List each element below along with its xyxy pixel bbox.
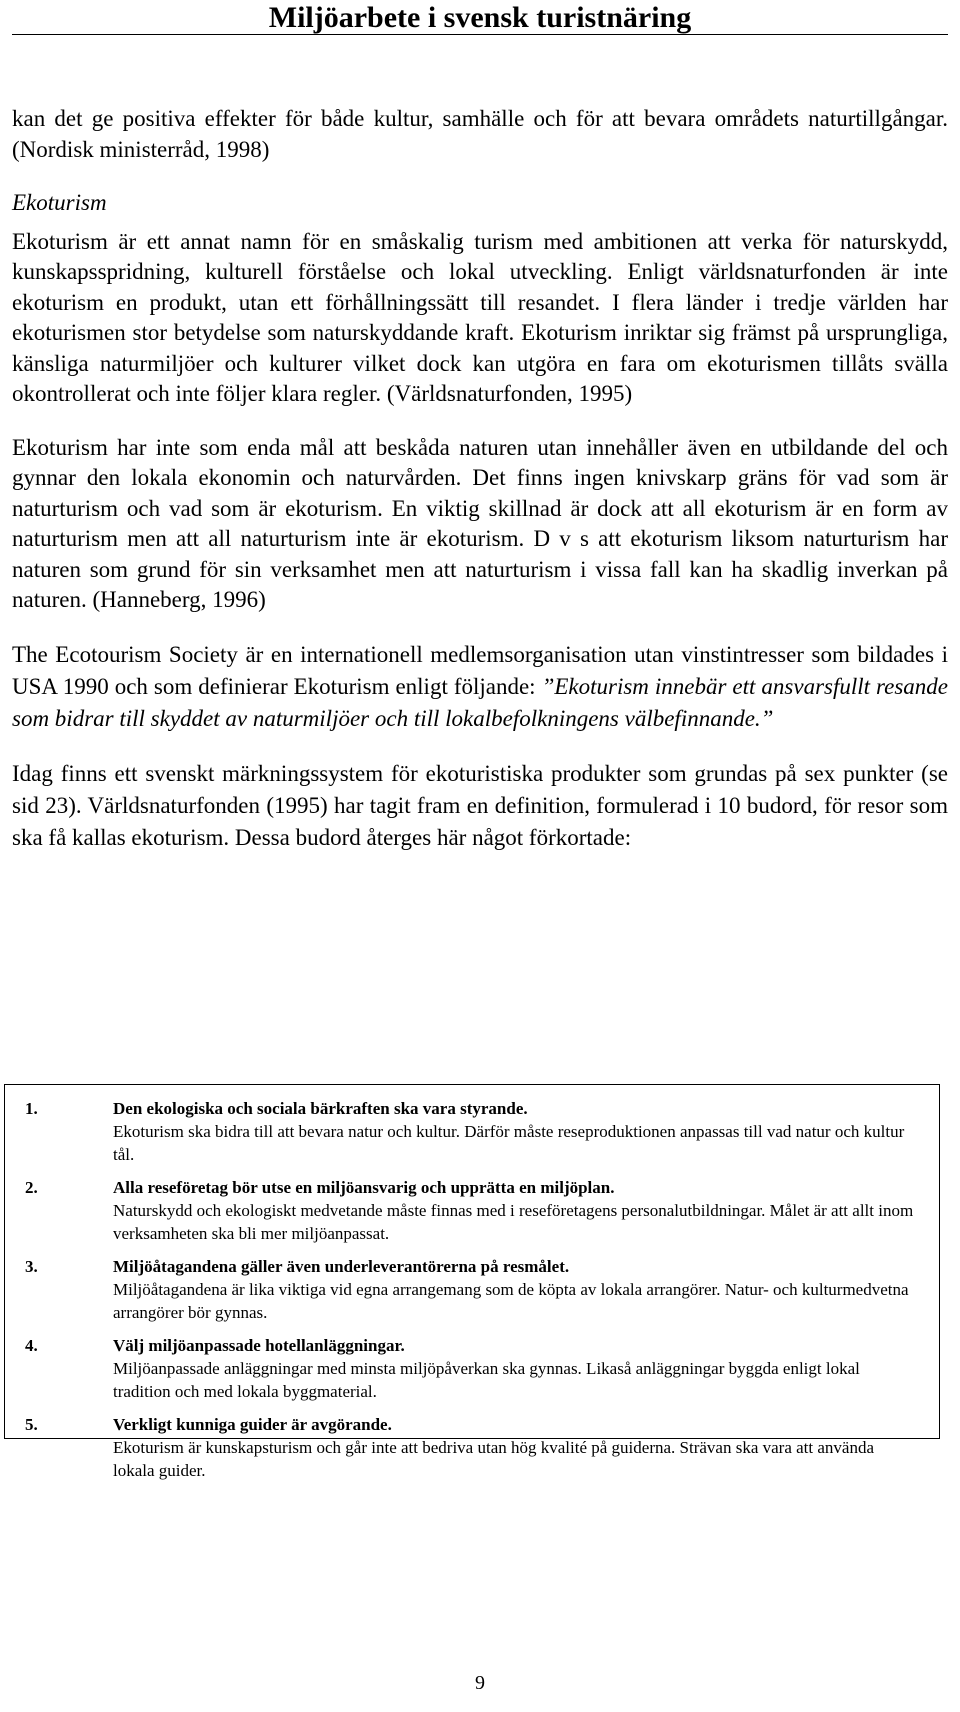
- page-header-title: Miljöarbete i svensk turistnäring: [268, 1, 692, 34]
- ecotourism-society-lead: The Ecotourism Society är en internationell medlemsorganisation utan vinstintresser som bildades i USA 1990 och som definierar Ekoturism enligt följande:: [12, 641, 948, 699]
- item-number: 5.: [25, 1415, 38, 1434]
- list-item: [25, 1255, 919, 1324]
- item-title: Verkligt kunniga guider är avgörande.: [113, 1415, 392, 1434]
- item-number: 3.: [25, 1257, 38, 1276]
- ecotourism-definition-quote: ”Ekoturism innebär ett ansvarsfullt resande som bidrar till skyddet av naturmiljöer och till lokalbefolkningens välbefinnande.”: [12, 673, 948, 731]
- paragraph-ecotourism-society: [12, 639, 948, 735]
- budord-box: [4, 1084, 940, 1480]
- item-description: Miljöanpassade anläggningar med minsta miljöpåverkan ska gynnas. Likaså anläggningar byggda enligt lokal tradition och med lokala byggmaterial.: [113, 1359, 860, 1401]
- item-description: Ekoturism ska bidra till att bevara natur och kultur. Därför måste reseproduktionen anpassas till vad natur och kultur tål.: [113, 1122, 905, 1164]
- item-title: Alla reseföretag bör utse en miljöansvarig och upprätta en miljöplan.: [113, 1178, 615, 1197]
- item-number: 2.: [25, 1178, 38, 1197]
- header-divider: [12, 34, 948, 35]
- item-description: Naturskydd och ekologiskt medvetande måste finnas med i reseföretagens personalutbildningar. Målet är att allt inom verksamheten ska bli mer miljöanpassat.: [113, 1201, 914, 1243]
- list-item: [25, 1176, 919, 1245]
- section-heading-ekoturism: Ekoturism: [12, 190, 107, 215]
- item-title: Den ekologiska och sociala bärkraften ska vara styrande.: [113, 1099, 528, 1118]
- item-title: Miljöåtagandena gäller även underleverantörerna på resmålet.: [113, 1257, 570, 1276]
- paragraph-ekoturism-goals: Ekoturism har inte som enda mål att beskåda naturen utan innehåller även en utbildande del och gynnar den lokala ekonomin och naturvården. Det finns ingen knivskarp gräns för vad som är naturturism och vad som är ekoturism. En viktig skillnad är dock att all ekoturism är en form av naturturism men att all naturturism inte är ekoturism. D v s att ekoturism liksom naturturism har naturen som grund för sin verksamhet men att naturturism i vissa fall kan ha skadlig inverkan på naturen. (Hanneberg, 1996): [12, 434, 948, 612]
- item-description: Ekoturism är kunskapsturism och går inte att bedriva utan hög kvalité på guiderna. Strävan ska vara att använda lokala guider.: [113, 1438, 874, 1480]
- paragraph-intro: kan det ge positiva effekter för både kultur, samhälle och för att bevara områdets naturtillgångar. (Nordisk ministerråd, 1998): [12, 106, 948, 162]
- paragraph-ekoturism-definition: Ekoturism är ett annat namn för en småskalig turism med ambitionen att verka för naturskydd, kunskapsspridning, kulturell förståelse och lokal utveckling. Enligt världsnaturfonden är inte ekoturism en produkt, utan ett förhållningssätt till resandet. I flera länder i tredje världen har ekoturismen stor betydelse som naturskyddande kraft. Ekoturism inriktar sig främst på ursprungliga, känsliga naturmiljöer och kulturer vilket dock kan utgöra en fara om ekoturismen tillåts svälla okontrollerat och inte följer klara regler. (Världsnaturfonden, 1995): [12, 228, 948, 406]
- list-item: [25, 1097, 919, 1166]
- list-item: [25, 1334, 919, 1403]
- item-title: Välj miljöanpassade hotellanläggningar.: [113, 1336, 405, 1355]
- paragraph-marking-system: Idag finns ett svenskt märkningssystem för ekoturistiska produkter som grundas på sex punkter (se sid 23). Världsnaturfonden (1995) har tagit fram en definition, formulerad i 10 budord, för resor som ska få kallas ekoturism. Dessa budord återges här något förkortade:: [12, 760, 948, 850]
- item-number: 4.: [25, 1336, 38, 1355]
- body-text: [12, 104, 948, 877]
- page-number: 9: [475, 1672, 485, 1694]
- item-description: Miljöåtagandena är lika viktiga vid egna arrangemang som de köpta av lokala arrangörer. Natur- och kulturmedvetna arrangörer bör gynnas.: [113, 1280, 909, 1322]
- item-number: 1.: [25, 1099, 38, 1118]
- list-item: [25, 1413, 919, 1482]
